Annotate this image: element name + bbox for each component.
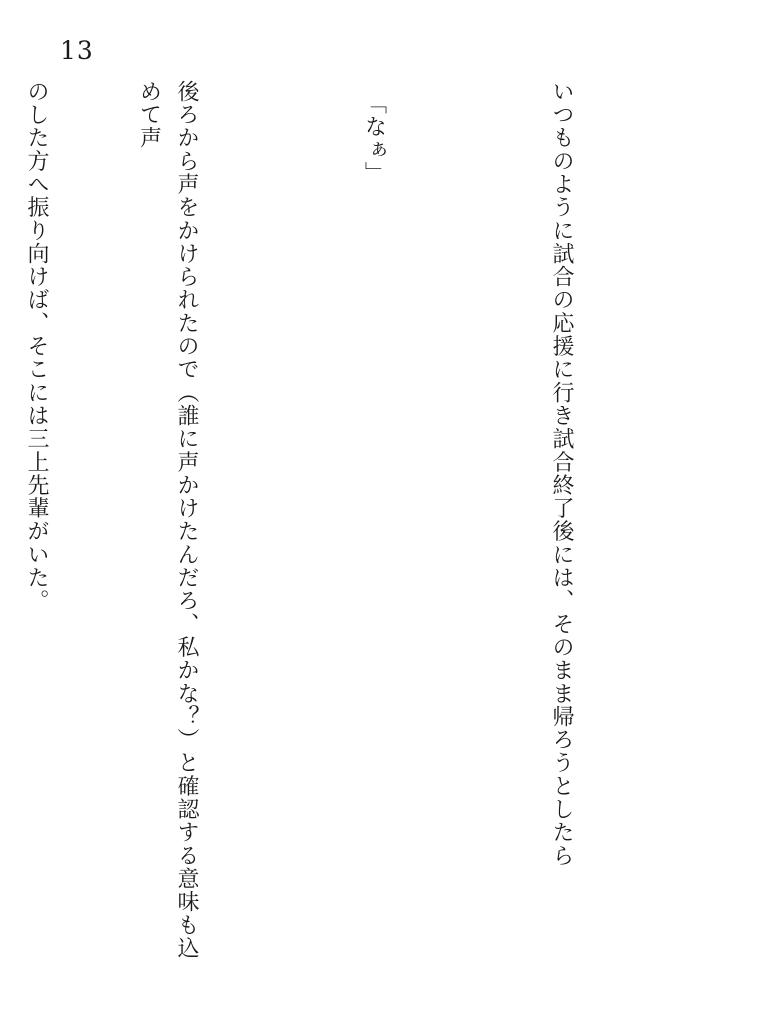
text-line: 「なぁ」 — [361, 80, 387, 185]
text-line: のした方へ振り向けば、そこには三上先輩がいた。 — [24, 80, 49, 613]
text-line: 後ろから声をかけられたので（誰に声かけたんだろ、私かな？）と確認する意味も込めて声 — [136, 80, 199, 960]
novel-text-body — [24, 80, 655, 980]
page-number: 13 — [60, 36, 94, 65]
text-line: いつものように試合の応援に行き試合終了後には、そのまま帰ろうとしたら — [549, 80, 574, 868]
